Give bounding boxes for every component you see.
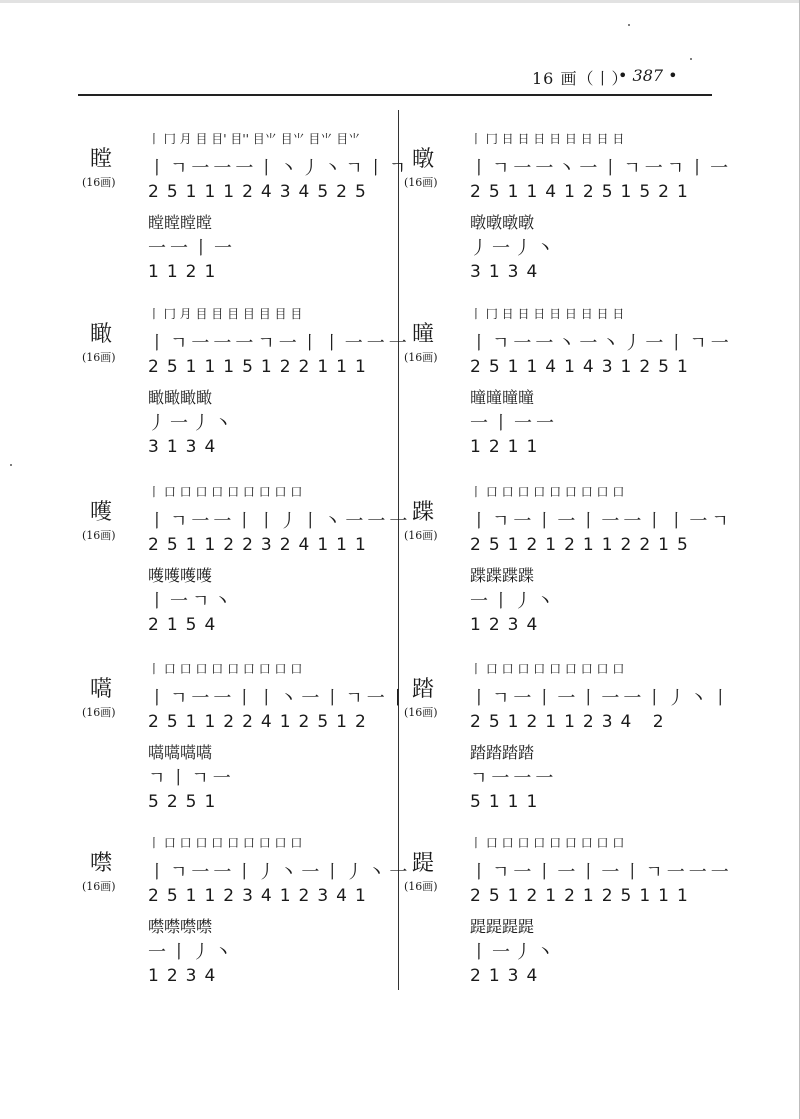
entry-stroke-codes-2: 1211 xyxy=(470,437,546,457)
entry-stroke-codes: 251141431251 xyxy=(470,357,696,377)
entry-stroke-codes-2: 5251 xyxy=(148,792,224,812)
entry-stroke-codes: 251122324111 xyxy=(148,535,374,555)
entry-stroke-count: (16画) xyxy=(82,529,116,542)
entry-stroke-codes: 251141251521 xyxy=(470,182,696,202)
entry-stroke-codes-2: 2154 xyxy=(148,615,224,635)
entry-stroke-progress-2: 噤噤噤噤 xyxy=(148,917,213,936)
scan-speck xyxy=(10,464,12,466)
entry-stroke-codes-2: 2134 xyxy=(470,966,546,986)
entry-stroke-shapes-2: 丨一ㄱ丶 xyxy=(148,591,236,612)
header-rule xyxy=(78,94,712,96)
entry-stroke-progress-2: 瞠瞠瞠瞠 xyxy=(148,213,213,232)
entry-head-char: 瞰 xyxy=(90,322,113,347)
entry-head-char: 踶 xyxy=(412,851,435,876)
entry-left-0 xyxy=(82,130,411,290)
entry-left-2 xyxy=(82,483,412,643)
entry-head-char: 噤 xyxy=(90,851,113,876)
entry-stroke-shapes-2: 一丨一一 xyxy=(470,413,558,434)
entry-stroke-count: (16画) xyxy=(404,706,438,719)
entry-stroke-codes: 251211234 2 xyxy=(470,712,672,732)
entry-stroke-shapes-2: 丨一丿丶 xyxy=(470,942,558,963)
entry-stroke-progress-2: 瞰瞰瞰瞰 xyxy=(148,388,213,407)
entry-stroke-progress-2: 嚆嚆嚆嚆 xyxy=(148,743,213,762)
entry-head-char: 嚄 xyxy=(90,500,113,525)
entry-stroke-codes: 251112434525 xyxy=(148,182,374,202)
entry-stroke-shapes-2: 一丨丿丶 xyxy=(470,591,558,612)
entry-stroke-count: (16画) xyxy=(404,176,438,189)
entry-right-3 xyxy=(404,660,734,820)
entry-stroke-shapes-2: ㄱ一一一 xyxy=(470,768,558,789)
entry-stroke-shapes-2: 一丨丿丶 xyxy=(148,942,236,963)
entry-stroke-progress-2: 蹀蹀蹀蹀 xyxy=(470,566,535,585)
entry-stroke-codes-2: 5111 xyxy=(470,792,546,812)
entry-stroke-shapes: 丨ㄱ一一丨丨丿丨丶一一一 xyxy=(148,511,412,532)
entry-left-3 xyxy=(82,660,411,820)
entry-stroke-progress: 丨 口 口 口 口 口 口 口 口 口 xyxy=(470,836,625,850)
entry-stroke-count: (16画) xyxy=(404,351,438,364)
entry-right-4 xyxy=(404,834,733,994)
entry-stroke-progress-2: 踶踶踶踶 xyxy=(470,917,535,936)
entry-stroke-progress: 丨 冂 日 日 日 日 日 日 日 日 xyxy=(470,132,625,146)
entry-stroke-shapes: 丨ㄱ一丨一丨一丨ㄱ一一一 xyxy=(470,862,733,883)
entry-stroke-progress-2: 嚄嚄嚄嚄 xyxy=(148,566,213,585)
entry-stroke-progress: 丨 口 口 口 口 口 口 口 口 口 xyxy=(470,485,625,499)
entry-stroke-progress: 丨 口 口 口 口 口 口 口 口 口 xyxy=(148,836,303,850)
entry-head-char: 曈 xyxy=(412,322,435,347)
entry-stroke-shapes-2: ㄱ丨ㄱ一 xyxy=(148,768,235,789)
entry-left-1 xyxy=(82,305,411,465)
entry-stroke-count: (16画) xyxy=(82,176,116,189)
header-page-number: • 387 • xyxy=(618,66,678,85)
entry-head-char: 嚆 xyxy=(90,677,113,702)
entry-stroke-codes: 251212125111 xyxy=(470,886,696,906)
entry-stroke-codes-2: 1234 xyxy=(148,966,224,986)
entry-stroke-count: (16画) xyxy=(82,706,116,719)
entry-stroke-codes: 251123412341 xyxy=(148,886,374,906)
entry-stroke-count: (16画) xyxy=(82,351,116,364)
entry-stroke-shapes: 丨ㄱ一一丨丨丶一丨ㄱ一丨 xyxy=(148,688,411,709)
scan-speck xyxy=(628,24,630,26)
entry-stroke-shapes: 丨ㄱ一丨一丨一一丨丿丶丨 xyxy=(470,688,734,709)
entry-stroke-shapes-2: 一一丨一 xyxy=(148,238,236,259)
entry-head-char: 蹀 xyxy=(412,500,435,525)
entry-stroke-codes-2: 3134 xyxy=(148,437,224,457)
entry-stroke-shapes-2: 丿一丿丶 xyxy=(470,238,558,259)
entry-left-4 xyxy=(82,834,412,994)
entry-stroke-count: (16画) xyxy=(82,880,116,893)
scan-top-edge xyxy=(0,0,800,3)
entry-stroke-progress: 丨 口 口 口 口 口 口 口 口 口 xyxy=(148,662,303,676)
entry-stroke-progress-2: 暾暾暾暾 xyxy=(470,213,535,232)
entry-stroke-codes-2: 3134 xyxy=(470,262,546,282)
entry-stroke-shapes: 丨ㄱ一一丶一丨ㄱ一ㄱ丨一 xyxy=(470,158,733,179)
entry-stroke-progress: 丨 口 口 口 口 口 口 口 口 口 xyxy=(470,662,625,676)
entry-stroke-progress-2: 曈曈曈曈 xyxy=(470,388,535,407)
entry-stroke-codes: 251115122111 xyxy=(148,357,374,377)
entry-stroke-shapes: 丨ㄱ一一丶一丶丿一丨ㄱ一 xyxy=(470,333,733,354)
entry-right-0 xyxy=(404,130,733,290)
entry-stroke-shapes: 丨ㄱ一一一丨丶丿丶ㄱ丨ㄱ xyxy=(148,158,411,179)
entry-stroke-codes-2: 1121 xyxy=(148,262,224,282)
entry-stroke-codes-2: 1234 xyxy=(470,615,546,635)
entry-stroke-progress: 丨 冂 月 目 目' 目'' 目⺌ 目⺌ 目⺌ 目⺌ xyxy=(148,132,361,146)
scan-speck xyxy=(690,58,692,60)
entry-stroke-shapes-2: 丿一丿丶 xyxy=(148,413,236,434)
entry-stroke-shapes: 丨ㄱ一丨一丨一一丨丨一ㄱ xyxy=(470,511,733,532)
entry-head-char: 踏 xyxy=(412,677,435,702)
entry-stroke-progress: 丨 冂 日 日 日 日 日 日 日 日 xyxy=(470,307,625,321)
entry-stroke-progress: 丨 冂 月 目 目 目 目 目 目 目 xyxy=(148,307,303,321)
entry-stroke-count: (16画) xyxy=(404,880,438,893)
entry-stroke-progress-2: 踏踏踏踏 xyxy=(470,743,535,762)
entry-right-2 xyxy=(404,483,733,643)
entry-head-char: 瞠 xyxy=(90,147,113,172)
entry-stroke-shapes: 丨ㄱ一一一ㄱ一丨丨一一一 xyxy=(148,333,411,354)
entry-stroke-progress: 丨 口 口 口 口 口 口 口 口 口 xyxy=(148,485,303,499)
entry-stroke-codes: 251212112215 xyxy=(470,535,696,555)
entry-head-char: 暾 xyxy=(412,147,435,172)
entry-stroke-shapes: 丨ㄱ一一丨丿丶一丨丿丶一 xyxy=(148,862,412,883)
entry-stroke-count: (16画) xyxy=(404,529,438,542)
header-section: 16 画（丨） xyxy=(532,69,629,88)
entry-stroke-codes: 251122412512 xyxy=(148,712,374,732)
entry-right-1 xyxy=(404,305,733,465)
